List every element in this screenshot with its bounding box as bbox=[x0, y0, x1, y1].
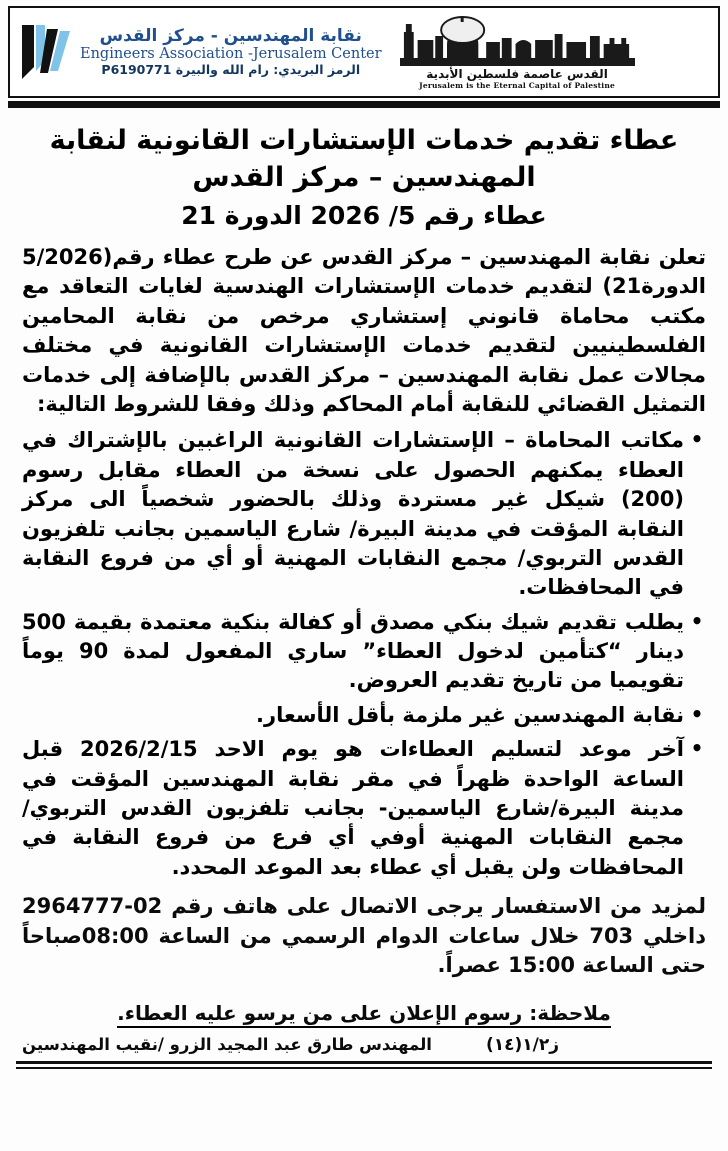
engineers-association-logo-icon bbox=[18, 21, 74, 83]
advertisement-note-text: ملاحظة: رسوم الإعلان على من يرسو عليه العطاء. bbox=[117, 1001, 611, 1028]
jerusalem-caption-arabic: القدس عاصمة فلسطين الأبدية bbox=[426, 67, 608, 81]
signature-row bbox=[22, 1035, 706, 1055]
page-title-line-2: المهندسين – مركز القدس bbox=[192, 162, 536, 194]
reference-code: ز١/٢(١٤) bbox=[485, 1035, 560, 1056]
list-item: • مكاتب المحاماة – الإستشارات القانونية الراغبين بالإشتراك في العطاء يمكنهم الحصول على نسخة من العطاء مقابل رسوم (200) شيكل غير مستردة وذلك بالحضور شخصياً الى مركز النقابة المؤقت في مدينة البيرة/ شارع الياسمين بجانب تلفزيون القدس التربوي/ مجمع النقابات المهنية أو أي من فروع النقابة في المحافظات. bbox=[22, 426, 706, 602]
association-postal-info: الرمز البريدي: رام الله والبيرة P6190771 bbox=[101, 61, 361, 77]
document-body bbox=[8, 108, 720, 1055]
list-item: • يطلب تقديم شيك بنكي مصدق أو كفالة بنكية معتمدة بقيمة 500 دينار “كتأمين لدخول العطاء” ساري المفعول لمدة 90 يوماً تقويميا من تاريخ تقديم العروض. bbox=[22, 608, 706, 696]
association-text-block bbox=[80, 27, 382, 78]
association-name-english: Engineers Association -Jerusalem Center bbox=[80, 46, 382, 63]
document-header bbox=[8, 6, 720, 98]
footer-divider bbox=[16, 1061, 712, 1069]
list-item: • آخر موعد لتسليم العطاءات هو يوم الاحد 2026/2/15 قبل الساعة الواحدة ظهراً في مقر نقابة المهندسين المؤقت في مدينة البيرة/شارع الياسمين- بجانب تلفزيون القدس التربوي/مجمع النقابات المهنية أوفي أي فرع من فروع النقابة في المحافظات ولن يقبل أي عطاء بعد الموعد المحدد. bbox=[22, 735, 706, 882]
intro-paragraph: تعلن نقابة المهندسين – مركز القدس عن طرح عطاء رقم(5/2026 الدورة21) لتقديم خدمات الإستشارات الهندسية لغايات التعاقد مع مكتب محاماة قانوني إستشاري مرخص من نقابة المحامين الفلسطينيين لتقديم خدمات الإستشارات القانونية في مختلف مجالات عمل نقابة المهندسين – مركز القدس بالإضافة إلى خدمات التمثيل القضائي للنقابة أمام المحاكم وذلك وفقا للشروط التالية: bbox=[22, 245, 706, 416]
page-title-line-1: عطاء تقديم خدمات الإستشارات القانونية لنقابة bbox=[49, 125, 679, 156]
tender-number-line: عطاء رقم 5/ 2026 الدورة 21 bbox=[181, 200, 547, 230]
jerusalem-capital-logo bbox=[390, 12, 645, 92]
conditions-list bbox=[22, 426, 706, 882]
jerusalem-caption-english: Jerusalem is the Eternal Capital of Palestine bbox=[419, 81, 615, 90]
tender-title-block bbox=[22, 122, 706, 233]
signatory-name: المهندس طارق عبد المجيد الزرو /نقيب المهندسين bbox=[22, 1035, 432, 1055]
header-divider bbox=[8, 101, 720, 108]
list-item: • نقابة المهندسين غير ملزمة بأقل الأسعار. bbox=[22, 701, 706, 730]
contact-paragraph: لمزيد من الاستفسار يرجى الاتصال على هاتف رقم 02-2964777 داخلي 703 خلال ساعات الدوام الرسمي من الساعة 08:00صباحاً حتى الساعة 15:00 عصراً. bbox=[22, 894, 706, 977]
association-identity bbox=[10, 8, 390, 96]
advertisement-note bbox=[22, 1001, 706, 1028]
association-name-arabic: نقابة المهندسين - مركز القدس bbox=[99, 25, 362, 46]
jerusalem-skyline-icon bbox=[400, 14, 635, 66]
